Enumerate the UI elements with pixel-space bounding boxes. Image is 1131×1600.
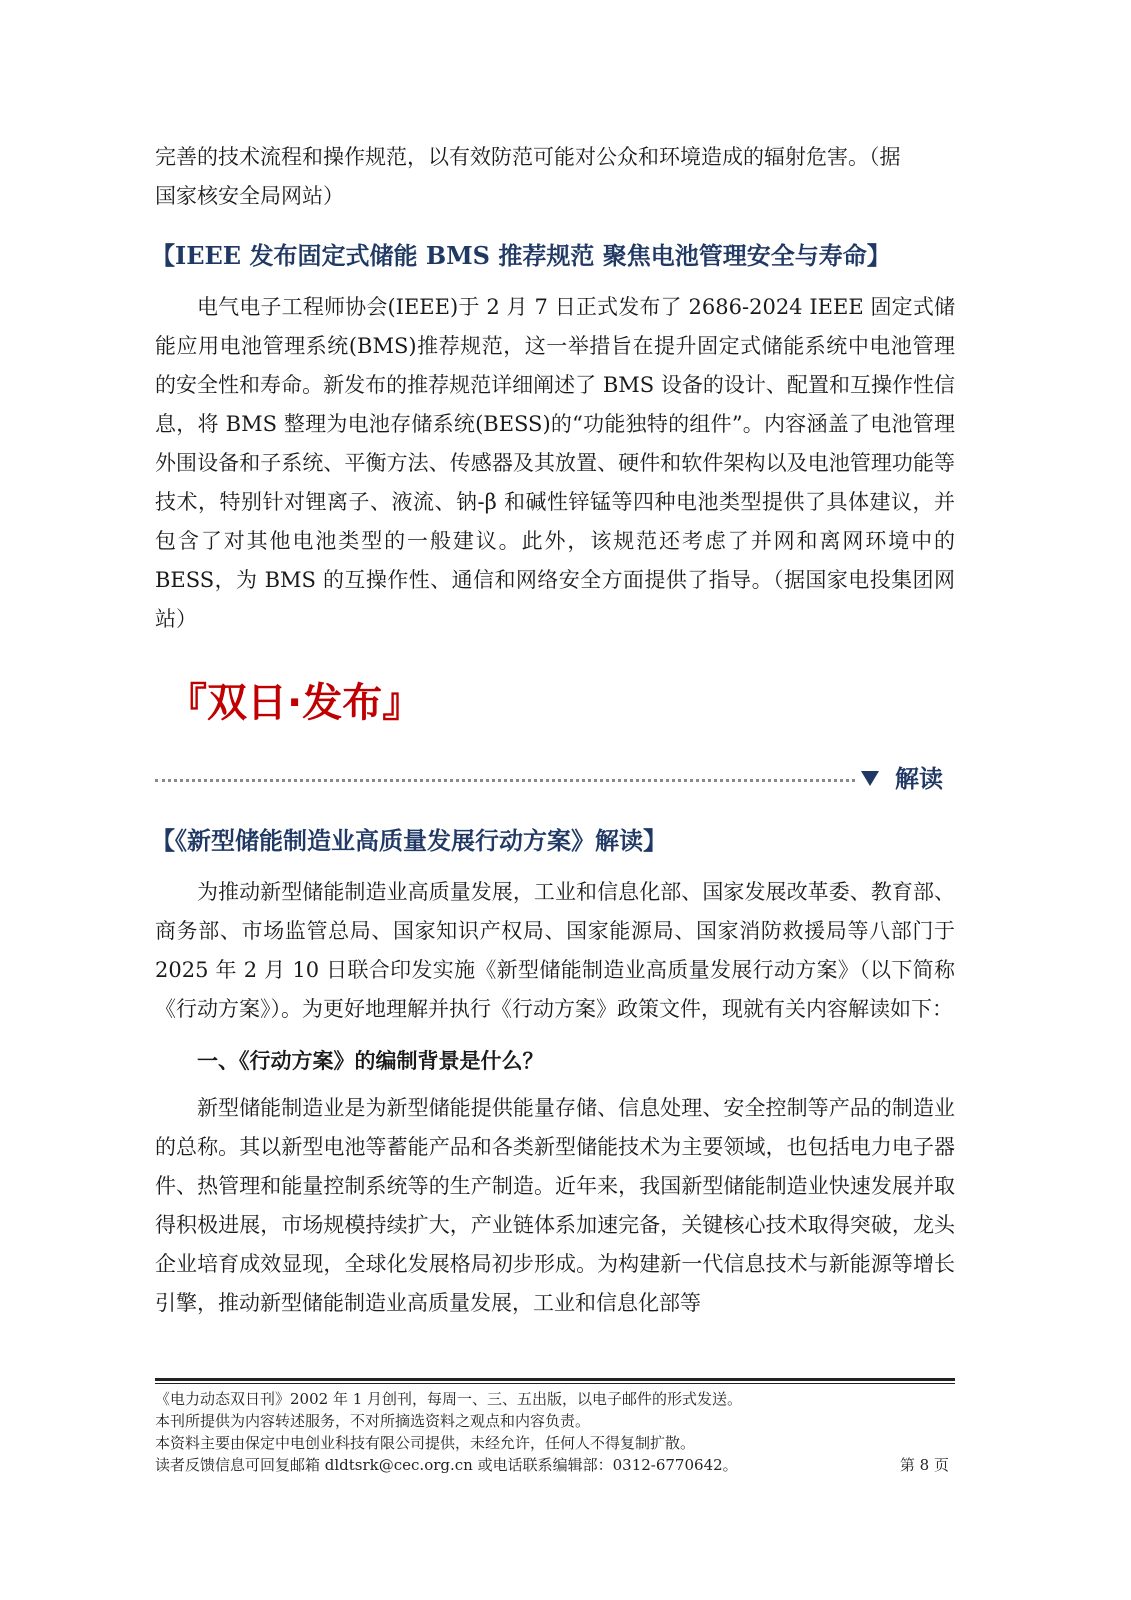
doc-article-subheading: 一、《行动方案》的编制背景是什么？ <box>197 1048 544 1073</box>
continued-paragraph <box>155 138 955 216</box>
footer-line-2: 本刊所提供为内容转述服务，不对所摘选资料之观点和内容负责。 <box>155 1412 591 1430</box>
footer-rule-thick <box>155 1378 955 1381</box>
footer-line-4: 读者反馈信息可回复邮箱 dldtsrk@cec.org.cn 或电话联系编辑部：0312-6770642。 <box>155 1456 738 1474</box>
page-footer <box>155 1378 955 1476</box>
section-divider <box>155 759 955 799</box>
doc-article-body: 新型储能制造业是为新型储能提供能量存储、信息处理、安全控制等产品的制造业的总称。其以新型电池等蓄能产品和各类新型储能技术为主要领域，也包括电力电子器件、热管理和能量控制系统等的生产制造。近年来，我国新型储能制造业快速发展并取得积极进展，市场规模持续扩大，产业链体系加速完备，关键核心技术取得突破，龙头企业培育成效显现，全球化发展格局初步形成。为构建新一代信息技术与新能源等增长引擎，推动新型储能制造业高质量发展，工业和信息化部等 <box>155 1096 955 1315</box>
continued-paragraph-line-1: 完善的技术流程和操作规范，以有效防范可能对公众和环境造成的辐射危害。（据 <box>155 145 901 169</box>
section-title: 『双日·发布』 <box>167 680 423 726</box>
footer-line-3: 本资料主要由保定中电创业科技有限公司提供，未经允许，任何人不得复制扩散。 <box>155 1434 696 1452</box>
doc-article-heading: 【《新型储能制造业高质量发展行动方案》解读】 <box>151 826 667 855</box>
continued-paragraph-line-2: 国家核安全局网站） <box>155 184 344 208</box>
footer-line-4-row <box>155 1454 955 1476</box>
dotted-rule <box>155 779 855 782</box>
page-number: 第 8 页 <box>899 1456 949 1474</box>
ieee-article-heading: 【IEEE 发布固定式储能 BMS 推荐规范 聚焦电池管理安全与寿命】 <box>151 241 891 270</box>
page-content <box>151 138 955 1323</box>
footer-text <box>155 1388 955 1476</box>
footer-line-1: 《电力动态双日刊》2002 年 1 月创刊，每周一、三、五出版，以电子邮件的形式发送。 <box>155 1390 743 1408</box>
doc-article-intro: 为推动新型储能制造业高质量发展，工业和信息化部、国家发展改革委、教育部、商务部、市场监管总局、国家知识产权局、国家能源局、国家消防救援局等八部门于 2025 年 2 月 10 日联合印发实施《新型储能制造业高质量发展行动方案》（以下简称《行动方案》）。为更好地理解并执行《行动方案》政策文件，现就有关内容解读如下： <box>155 880 955 1021</box>
section-tag: 解读 <box>895 764 943 793</box>
ieee-article-body: 电气电子工程师协会(IEEE)于 2 月 7 日正式发布了 2686-2024 IEEE 固定式储能应用电池管理系统(BMS)推荐规范，这一举措旨在提升固定式储能系统中电池管理的安全性和寿命。新发布的推荐规范详细阐述了 BMS 设备的设计、配置和互操作性信息，将 BMS 整理为电池存储系统(BESS)的“功能独特的组件”。内容涵盖了电池管理外围设备和子系统、平衡方法、传感器及其放置、硬件和软件架构以及电池管理功能等技术，特别针对锂离子、液流、钠-β 和碱性锌锰等四种电池类型提供了具体建议，并包含了对其他电池类型的一般建议。此外，该规范还考虑了并网和离网环境中的 BESS，为 BMS 的互操作性、通信和网络安全方面提供了指导。（据国家电投集团网站） <box>155 295 955 631</box>
footer-rule-thin <box>155 1383 955 1384</box>
triangle-down-icon <box>861 771 879 786</box>
